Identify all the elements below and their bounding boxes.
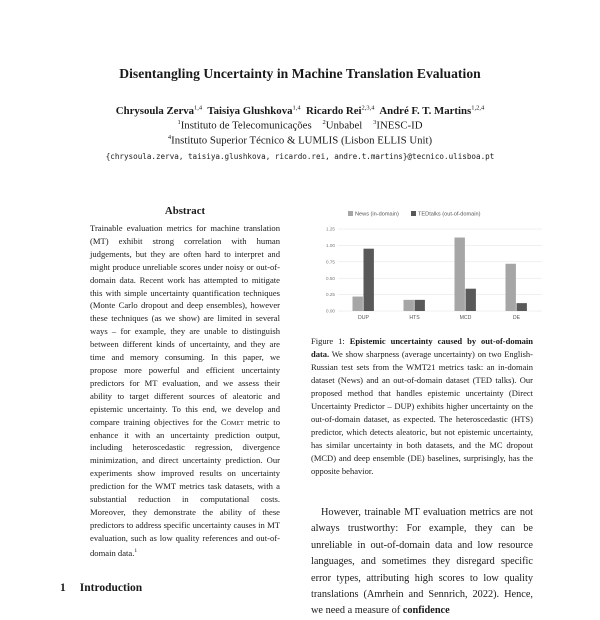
author-2: Taisiya Glushkova$^{1,4}$	[207, 104, 301, 117]
x-tick-label-hts: HTS	[409, 315, 420, 321]
bar-mcd-tedtalks	[466, 289, 476, 311]
abstract-heading: Abstract	[164, 205, 206, 217]
abstract-text: Trainable evaluation metrics for machine translation (MT) exhibit strong correlation with human judgements, but they are often hard to interpret and might produce unreliable scores under noisy or out-of-domain data. Recent work has attempted to mitigate this with simple uncertainty quantification techniques (Monte Carlo dropout and deep ensembles), however these techniques (as we show) are limited in several ways – for example, they are unable to distinguish between different kinds of uncertainty, and they are time and memory consuming. In this paper, we propose more powerful and efficient uncertainty predictors for MT evaluation, and we assess their ability to target different sources of aleatoric and epistemic uncertainty. To this end, we develop and compare training objectives for the Comet metric to enhance it with an uncertainty prediction output, including heteroscedastic regression, divergence minimization, and direct uncertainty prediction. Our experiments show improved results on uncertainty prediction for the WMT metrics task datasets, with a substantial reduction in computational costs. Moreover, they demonstrate the ability of these predictors to address specific uncertainty causes in MT evaluation, such as low quality references and out-of-domain data.$^1$	[90, 223, 280, 558]
legend-label-2: TEDtalks (out-of-domain)	[418, 211, 481, 218]
bar-de-news	[506, 264, 516, 311]
chart-bars	[353, 238, 527, 311]
bar-hts-tedtalks	[415, 300, 425, 311]
y-tick-label-4: 0.75	[326, 259, 335, 265]
paper-title: Disentangling Uncertainty in Machine Translation Evaluation	[119, 66, 481, 81]
chart-y-ticks	[326, 227, 335, 314]
bar-mcd-news	[455, 238, 465, 311]
figure-1-bar-chart	[310, 203, 550, 328]
affiliations-line-1: $^1$Instituto de Telecomunicações $^2$Unbabel $^3$INESC-ID	[177, 119, 423, 132]
comet-metric-name: Comet	[220, 416, 244, 427]
author-3: Ricardo Rei$^{2,3,4}$	[306, 104, 375, 117]
author-list	[0, 104, 600, 117]
y-tick-label-5: 1.00	[326, 243, 335, 248]
legend-swatch-2	[411, 211, 416, 216]
bar-dup-news	[353, 297, 363, 311]
figure-1-caption: Figure 1: Epistemic uncertainty caused by out-of-domain data. We show sharpness (average uncertainty) on two English-Russian test sets from the WMT21 metrics task: an in-domain dataset (News) and an out-of-domain dataset (TED talks). Our proposed method that handles epistemic uncertainty (Direct Uncertainty Predictor – DUP) exhibits higher uncertainty on the out-of-domain dataset, as expected. The heteroscedastic (HTS) predictor, which detects aleatoric, but not epistemic uncertainty, has similar uncertainty in both datasets, and the MC dropout (MCD) and deep ensemble (DE) baselines, surprisingly, has the opposite behavior.	[311, 336, 534, 476]
chart-x-ticks	[358, 315, 521, 321]
bar-hts-news	[404, 300, 414, 311]
x-tick-label-mcd: MCD	[459, 315, 472, 321]
y-tick-label-1: 0.00	[326, 308, 335, 314]
y-tick-label-3: 0.50	[326, 275, 335, 281]
author-1: Chrysoula Zerva$^{1,4}$	[115, 104, 203, 117]
affiliations-line-2: $^4$Instituto Superior Técnico & LUMLIS (Lisbon ELLIS Unit)	[167, 134, 433, 147]
intro-paragraph: However, trainable MT evaluation metrics are not always trustworthy: For example, they can be unreliable in out-of-domain data and low resource languages, and sometimes they disregard specific error types, attributing high scores to low quality translations (Amrhein and Sennrich, 2022). Hence, we need a measure of confidence	[311, 507, 533, 617]
footnote-marker: 1	[134, 547, 138, 554]
legend-swatch-1	[348, 211, 353, 216]
section-heading-introduction: 1 Introduction	[60, 582, 143, 594]
bar-dup-tedtalks	[364, 249, 374, 311]
y-tick-label-2: 0.25	[326, 292, 335, 298]
author-4: André F. T. Martins$^{1,2,4}$	[379, 104, 485, 117]
y-tick-label-6: 1.25	[326, 226, 335, 232]
x-tick-label-dup: DUP	[358, 315, 369, 321]
chart-legend	[348, 211, 481, 218]
x-tick-label-de: DE	[512, 315, 521, 321]
legend-label-1: News (in-domain)	[355, 211, 399, 218]
author-emails: {chrysoula.zerva, taisiya.glushkova, ricardo.rei, andre.t.martins}@tecnico.ulisboa.pt	[105, 152, 495, 161]
bar-de-tedtalks	[517, 303, 527, 311]
